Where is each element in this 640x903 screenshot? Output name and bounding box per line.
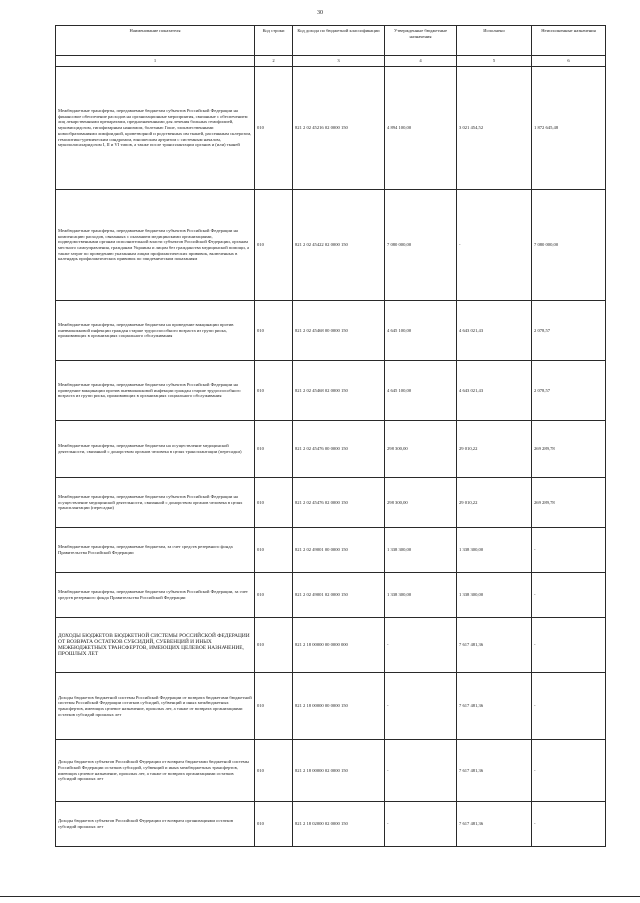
line-code: 010 <box>255 67 293 190</box>
unexecuted-amount: - <box>532 673 606 740</box>
income-code: 821 2 02 45216 02 0000 150 <box>293 67 385 190</box>
header-income-code: Код дохода по бюджетной классификации <box>293 26 385 56</box>
income-code: 821 2 18 00000 00 0000 000 <box>293 618 385 673</box>
approved-amount: - <box>385 618 457 673</box>
executed-amount: 3 021 454,52 <box>457 67 532 190</box>
table-row <box>56 67 606 190</box>
budget-execution-table <box>55 25 606 847</box>
page-bottom-rule <box>0 896 640 897</box>
executed-amount: 29 010,22 <box>457 478 532 528</box>
indicator-name: Межбюджетные трансферты, передаваемые бюджетам на осуществление медицинской деятельности, связанной с донорством органов человека в целях трансплантации (пересадки) <box>56 421 255 478</box>
unexecuted-amount: 269 289,78 <box>532 478 606 528</box>
indicator-name: Межбюджетные трансферты, передаваемые бюджетам, за счет средств резервного фонда Правительства Российской Федерации <box>56 528 255 573</box>
unexecuted-amount: 2 078,57 <box>532 301 606 361</box>
indicator-name: Доходы бюджетов субъектов Российской Федерации от возврата бюджетами бюджетной системы Российской Федерации остатков субсидий, субвенций и иных межбюджетных трансфертов, имеющих целевое назначение, прошлых лет, а также от возврата организациями остатков субсидий прошлых лет <box>56 740 255 802</box>
income-code: 821 2 02 45422 02 0000 150 <box>293 190 385 301</box>
unexecuted-amount: - <box>532 740 606 802</box>
header-row <box>56 26 606 56</box>
header-unexecuted: Неисполненные назначения <box>532 26 606 56</box>
income-code: 821 2 18 00000 00 0000 150 <box>293 673 385 740</box>
column-number: 1 <box>56 56 255 67</box>
header-name: Наименование показателя <box>56 26 255 56</box>
approved-amount: 4 645 100,00 <box>385 301 457 361</box>
executed-amount: 7 617 481,36 <box>457 618 532 673</box>
line-code: 010 <box>255 740 293 802</box>
header-line-code: Код строки <box>255 26 293 56</box>
indicator-name: Межбюджетные трансферты, передаваемые бюджетам субъектов Российской Федерации на осуществление медицинской деятельности, связанной с донорством органов человека в целях трансплантации (пересадки) <box>56 478 255 528</box>
approved-amount: - <box>385 740 457 802</box>
income-code: 821 2 02 49001 00 0000 150 <box>293 528 385 573</box>
header-executed: Исполнено <box>457 26 532 56</box>
executed-amount: 7 617 481,36 <box>457 802 532 847</box>
approved-amount: 1 338 300,00 <box>385 528 457 573</box>
unexecuted-amount: 2 078,57 <box>532 361 606 421</box>
line-code: 010 <box>255 421 293 478</box>
line-code: 010 <box>255 673 293 740</box>
executed-amount: 1 338 300,00 <box>457 528 532 573</box>
column-number: 4 <box>385 56 457 67</box>
table-row <box>56 618 606 673</box>
approved-amount: - <box>385 802 457 847</box>
approved-amount: 4 645 100,00 <box>385 361 457 421</box>
income-code: 821 2 02 45476 02 0000 150 <box>293 478 385 528</box>
header-approved: Утвержденные бюджетные назначения <box>385 26 457 56</box>
line-code: 010 <box>255 618 293 673</box>
table-row <box>56 740 606 802</box>
income-code: 821 2 02 45468 00 0000 150 <box>293 301 385 361</box>
line-code: 010 <box>255 301 293 361</box>
unexecuted-amount: 269 289,78 <box>532 421 606 478</box>
table-row <box>56 361 606 421</box>
executed-amount: 7 617 481,36 <box>457 740 532 802</box>
indicator-name: Доходы бюджетов субъектов Российской Федерации от возврата организациями остатков субсидий прошлых лет <box>56 802 255 847</box>
executed-amount: 7 617 481,36 <box>457 673 532 740</box>
column-number: 3 <box>293 56 385 67</box>
indicator-name: Межбюджетные трансферты, передаваемые бюджетам на проведение вакцинации против пневмококковой инфекции граждан старше трудоспособного возраста из групп риска, проживающих в организациях социального обслуживания <box>56 301 255 361</box>
unexecuted-amount: - <box>532 573 606 618</box>
table-row <box>56 528 606 573</box>
approved-amount: 298 300,00 <box>385 421 457 478</box>
line-code: 010 <box>255 478 293 528</box>
income-code: 821 2 18 02000 02 0000 150 <box>293 802 385 847</box>
column-number: 5 <box>457 56 532 67</box>
line-code: 010 <box>255 361 293 421</box>
table-row <box>56 301 606 361</box>
approved-amount: 4 894 100,00 <box>385 67 457 190</box>
unexecuted-amount: - <box>532 618 606 673</box>
column-number: 2 <box>255 56 293 67</box>
income-code: 821 2 02 45476 00 0000 150 <box>293 421 385 478</box>
indicator-name: Доходы бюджетов бюджетной системы Российской Федерации от возврата бюджетами бюджетной системы Российской Федерации остатков субсидий, субвенций и иных межбюджетных трансфертов, имеющих целевое назначение, прошлых лет, а также от возврата организациями остатков субсидий прошлых лет <box>56 673 255 740</box>
line-code: 010 <box>255 573 293 618</box>
executed-amount: 1 338 300,00 <box>457 573 532 618</box>
approved-amount: 298 300,00 <box>385 478 457 528</box>
unexecuted-amount: 7 080 000,00 <box>532 190 606 301</box>
line-code: 010 <box>255 190 293 301</box>
executed-amount: 4 643 021,43 <box>457 361 532 421</box>
income-code: 821 2 18 00000 02 0000 150 <box>293 740 385 802</box>
indicator-name: Межбюджетные трансферты, передаваемые бюджетам субъектов Российской Федерации на проведение вакцинации против пневмококковой инфекции граждан старше трудоспособного возраста из групп риска, проживающих в организациях социального обслуживания <box>56 361 255 421</box>
table-row <box>56 573 606 618</box>
executed-amount: 29 010,22 <box>457 421 532 478</box>
table-row <box>56 190 606 301</box>
indicator-name: Межбюджетные трансферты, передаваемые бюджетам субъектов Российской Федерации на компенсацию расходов, связанных с оказанием медицинскими организациями, подведомственными органам исполнительной власти субъектов Российской Федерации, органам местного самоуправления, гражданам Украины и лицам без гражданства медицинской помощи, а также затрат по проведению указанным лицам профилактических прививок, включенных в календарь профилактических прививок по эпидемическим показаниям <box>56 190 255 301</box>
income-code: 821 2 02 45468 02 0000 150 <box>293 361 385 421</box>
table-row <box>56 802 606 847</box>
indicator-name: ДОХОДЫ БЮДЖЕТОВ БЮДЖЕТНОЙ СИСТЕМЫ РОССИЙСКОЙ ФЕДЕРАЦИИ ОТ ВОЗВРАТА ОСТАТКОВ СУБСИДИЙ, СУБВЕНЦИЙ И ИНЫХ МЕЖБЮДЖЕТНЫХ ТРАНСФЕРТОВ, ИМЕЮЩИХ ЦЕЛЕВОЕ НАЗНАЧЕНИЕ, ПРОШЛЫХ ЛЕТ <box>56 618 255 673</box>
unexecuted-amount: 1 872 645,48 <box>532 67 606 190</box>
indicator-name: Межбюджетные трансферты, передаваемые бюджетам субъектов Российской Федерации на финансовое обеспечение расходов на организационные мероприятия, связанные с обеспечением лиц лекарственными препаратами, предназначенными для лечения больных гемофилией, муковисцидозом, гипофизарным нанизмом, болезнью Гоше, злокачественными новообразованиями лимфоидной, кроветворной и родственных им тканей, рассеянным склерозом, гемолитико-уремическим синдромом, юношеским артритом с системным началом, мукополисахаридозом I, II и VI типов, а также после трансплантации органов и (или) тканей <box>56 67 255 190</box>
approved-amount: - <box>385 673 457 740</box>
executed-amount: - <box>457 190 532 301</box>
income-code: 821 2 02 49001 02 0000 150 <box>293 573 385 618</box>
column-number-row <box>56 56 606 67</box>
indicator-name: Межбюджетные трансферты, передаваемые бюджетам субъектов Российской Федерации, за счет средств резервного фонда Правительства Российской Федерации <box>56 573 255 618</box>
table-row <box>56 673 606 740</box>
unexecuted-amount: - <box>532 802 606 847</box>
line-code: 010 <box>255 802 293 847</box>
approved-amount: 7 080 000,00 <box>385 190 457 301</box>
table-row <box>56 478 606 528</box>
table-row <box>56 421 606 478</box>
approved-amount: 1 338 300,00 <box>385 573 457 618</box>
line-code: 010 <box>255 528 293 573</box>
executed-amount: 4 643 021,43 <box>457 301 532 361</box>
column-number: 6 <box>532 56 606 67</box>
unexecuted-amount: - <box>532 528 606 573</box>
page-number: 30 <box>317 10 323 16</box>
